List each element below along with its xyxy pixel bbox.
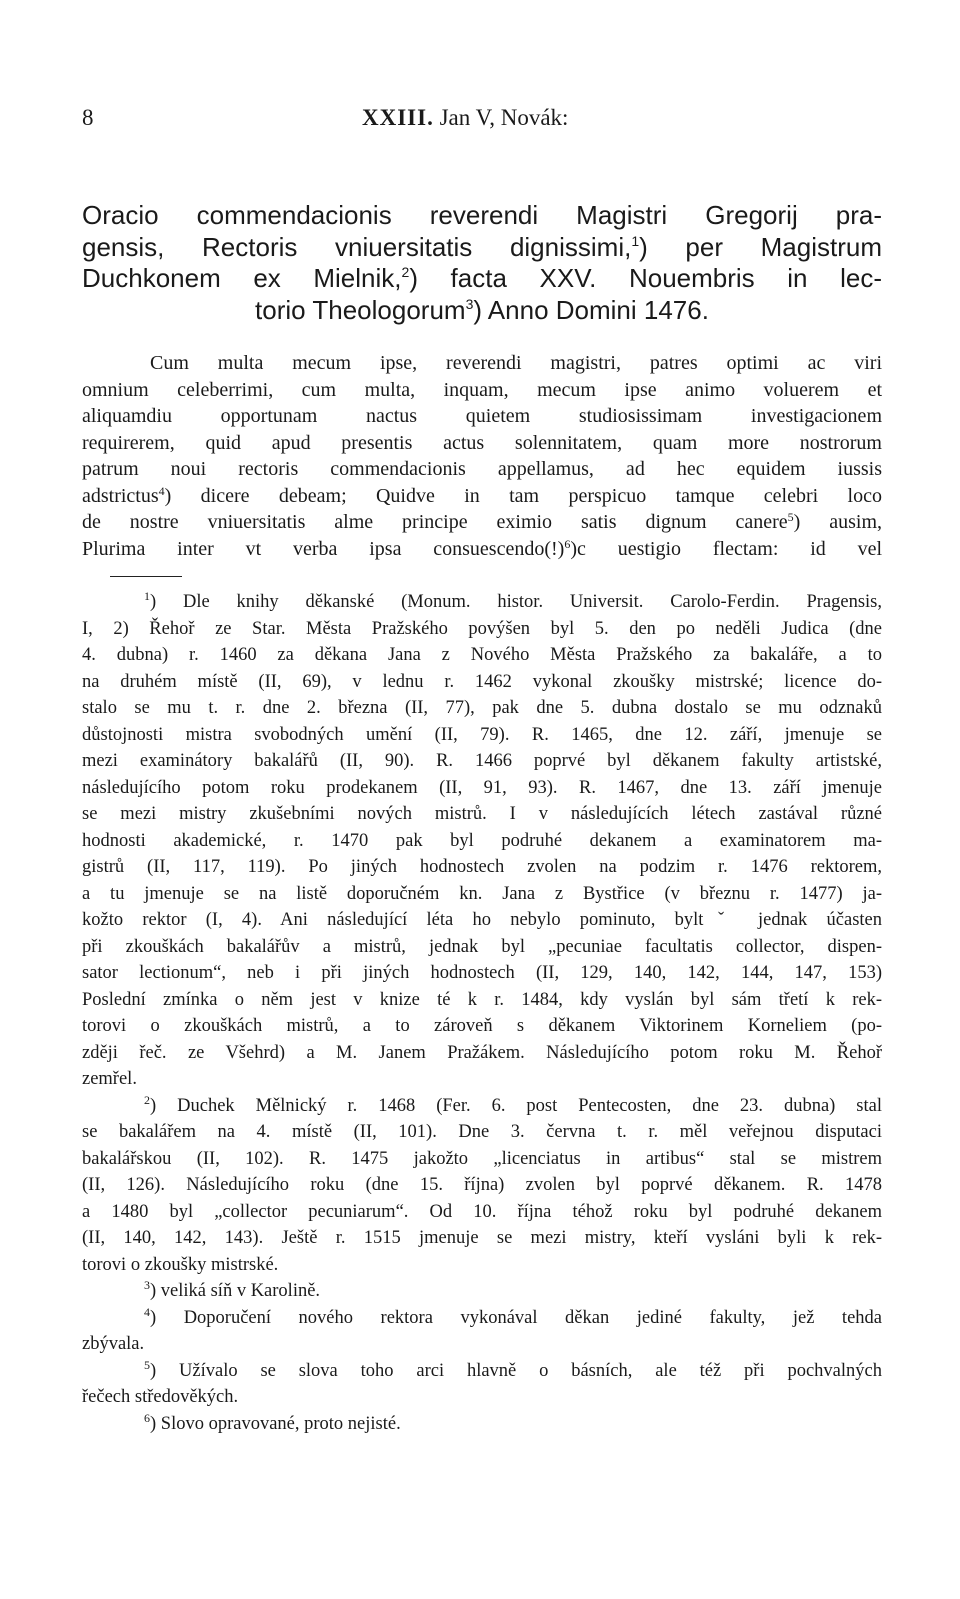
- title-line: torio Theologorum$^3$) Anno Domini 1476.: [255, 294, 709, 325]
- note-line: následujícího potom roku prodekanem (II, 91, 93). R. 1467, dne 13. září jmenuje: [82, 777, 882, 798]
- footnote-marker: 6: [144, 1410, 150, 1425]
- note-line: (II, 126). Následujícího roku (dne 15. října) zvolen byl poprvé děkanem. R. 1478: [82, 1175, 882, 1195]
- note-line: sator lectionum“, neb i při jiných hodnostech (II, 129, 140, 142, 144, 147, 153): [82, 963, 882, 983]
- footnote-3: $^3$) veliká síň v Karolině.: [144, 1277, 321, 1301]
- footnote-divider: [110, 576, 182, 577]
- footnote-ref: 5: [787, 509, 794, 524]
- footnote-ref: 4: [158, 483, 165, 498]
- footnote-ref: 1: [631, 232, 640, 249]
- note-line: při zkouškách bakalářův a mistrů, jednak byl „pecuniae facultatis collector, dispen-: [82, 936, 882, 957]
- note-line: se bakalářem na 4. místě (II, 101). Dne 3. června t. r. měl veřejnou disputaci: [82, 1122, 882, 1142]
- note-line: 4. dubna) r. 1460 za děkana Jana z Nového Města Pražského za bakaláře, a to: [82, 645, 882, 665]
- footnote-marker: 5: [144, 1357, 150, 1372]
- text-line: Plurima inter vt verba ipsa consuescendo(!)$^6$)c uestigio flectam: id vel: [82, 536, 883, 560]
- series-number: XXIII.: [362, 105, 434, 130]
- note-line: mezi examinátory bakalářů (II, 90). R. 1466 poprvé byl děkanem fakulty artistské,: [82, 751, 882, 771]
- text-line: adstrictus$^4$) dicere debeam; Quidve in tam perspicuo tamque celebri loco: [82, 483, 882, 507]
- footnote-2: $^2$) Duchek Mělnický r. 1468 (Fer. 6. post Pentecosten, dne 23. dubna) stal: [144, 1092, 882, 1116]
- note-line: stalo se mu t. r. dne 2. března (II, 77), pak dne 5. dubna dostalo se mu odznaků: [82, 698, 882, 718]
- note-line: (II, 140, 142, 143). Ještě r. 1515 jmenuje se mezi mistry, kteří vysláni byli k rek-: [82, 1228, 882, 1248]
- note-line: zději řeč. ze Všehrd) a M. Janem Pražákem. Následujícího potom roku M. Řehoř: [82, 1042, 882, 1063]
- footnote-marker: 3: [144, 1277, 150, 1292]
- note-line: kožto rektor (I, 4). Ani následující léta ho nebylo pominuto, byltˇ jednak účasten: [82, 910, 882, 930]
- text-line: de nostre vniuersitatis alme principe eximio satis dignum canere$^5$) ausim,: [82, 509, 883, 533]
- text-line: omnium celeberrimi, cum multa, inquam, mecum ipse animo voluerem et: [82, 378, 882, 401]
- note-line: Poslední zmínka o něm jest v knize té k r. 1484, kdy vyslán byl sám třetí k rek-: [82, 989, 882, 1010]
- header-author: Jan V, Novák:: [439, 105, 569, 130]
- note-line: na druhém místě (II, 69), v lednu r. 1462 vykonal zkoušky mistrské; licence do-: [82, 671, 882, 692]
- note-line: zbývala.: [82, 1334, 145, 1354]
- title-line: Oracio commendacionis reverendi Magistri Gregorij pra-: [82, 200, 882, 230]
- footnote-ref: 6: [564, 536, 571, 551]
- text-line: patrum noui rectoris commendacionis appellamus, ad hec equidem iussis: [82, 458, 882, 480]
- latin-text: [82, 350, 882, 562]
- footnote-marker: 2: [144, 1092, 150, 1107]
- footnote-marker: 1: [144, 588, 150, 603]
- running-head: [82, 105, 882, 141]
- text-line: Cum multa mecum ipse, reverendi magistri, patres optimi ac viri: [150, 352, 882, 374]
- note-line: důstojnosti mistra svobodných umění (II, 79). R. 1465, dne 12. září, jmenuje se: [82, 724, 882, 745]
- footnotes: [82, 589, 882, 1437]
- footnote-ref: 2: [401, 264, 410, 281]
- title-line: Duchkonem ex Mielnik,$^2$) facta XXV. Nouembris in lec-: [82, 263, 882, 293]
- footnote-ref: 3: [465, 295, 474, 312]
- note-line: gistrů (II, 117, 119). Po jiných hodnostech zvolen na podzim r. 1476 rektorem,: [82, 857, 882, 877]
- page-number: 8: [82, 105, 94, 130]
- footnote-6: $^6$) Slovo opravované, proto nejisté.: [144, 1410, 401, 1434]
- note-line: a tu jmenuje se na listě doporučném kn. Jana z Bystřice (v březnu r. 1477) ja-: [82, 883, 882, 904]
- text-line: requirerem, quid apud presentis actus solennitatem, quam more nostrorum: [82, 431, 882, 454]
- note-line: hodnosti akademické, r. 1470 pak byl podruhé dekanem a examinatorem ma-: [82, 830, 882, 851]
- note-line: se mezi mistry zkušebními nových mistrů. I v následujících létech zastával různé: [82, 804, 882, 824]
- note-line: bakalářskou (II, 102). R. 1475 jakožto „licenciatus in artibus“ stal se mistrem: [82, 1148, 882, 1169]
- note-line: I, 2) Řehoř ze Star. Města Pražského povýšen byl 5. den po neděli Judica (dne: [82, 618, 882, 639]
- footnote-marker: 4: [144, 1304, 150, 1319]
- note-line: řečech středověkých.: [82, 1387, 239, 1407]
- footnote-5: $^5$) Užívalo se slova toho arci hlavně o básních, ale též při pochvalných: [144, 1357, 882, 1381]
- oration-title: [82, 200, 882, 326]
- note-line: a 1480 byl „collector pecuniarum“. Od 10. října téhož roku byl podruhé dekanem: [82, 1201, 882, 1222]
- text-line: aliquamdiu opportunam nactus quietem studiosissimam investigacionem: [82, 405, 882, 427]
- note-line: torovi o zkoušky mistrské.: [82, 1254, 279, 1275]
- title-line: gensis, Rectoris vniuersitatis dignissimi,$^1$) per Magistrum: [82, 231, 882, 262]
- header-title: [362, 105, 568, 131]
- note-line: zemřel.: [82, 1069, 137, 1089]
- footnote-1: $^1$) Dle knihy děkanské (Monum. histor. Universit. Carolo-Ferdin. Pragensis,: [144, 588, 882, 612]
- footnote-4: $^4$) Doporučení nového rektora vykonával děkan jediné fakulty, jež tehda: [144, 1304, 882, 1328]
- note-line: torovi o zkouškách mistrů, a to zároveň s děkanem Viktorinem Korneliem (po-: [82, 1016, 882, 1036]
